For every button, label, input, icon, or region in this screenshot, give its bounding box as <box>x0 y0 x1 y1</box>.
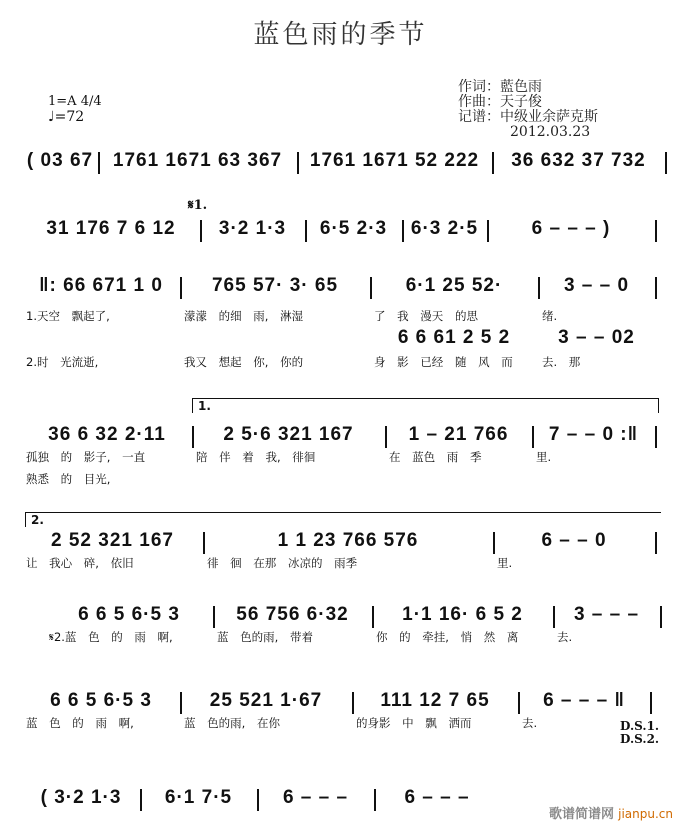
bar-line <box>665 152 667 174</box>
song-title: 蓝色雨的季节 <box>253 20 428 50</box>
lyric-line: 去. <box>522 716 538 730</box>
lyric-line: 徘 徊 在那 冰凉的 雨季 <box>207 556 358 570</box>
measure <box>385 424 532 466</box>
lyric-line: 蓝 色的雨, 在你 <box>184 716 280 730</box>
measure <box>22 424 192 488</box>
bar-line <box>655 426 657 448</box>
lyric-line: 陪 伴 着 我, 徘徊 <box>196 450 316 464</box>
measure <box>492 150 665 174</box>
lyric-line: 1.天空 飘起了, <box>26 309 110 323</box>
lyric-line: 2.时 光流逝, <box>26 355 99 369</box>
notes: 6 – – – <box>404 787 470 808</box>
measure <box>203 530 493 572</box>
measure <box>22 787 140 811</box>
lyricist: 作词：藍色雨 <box>458 79 542 95</box>
notes-verse-2: 6 6 61 2 5 2 <box>397 327 511 348</box>
lyric-line: 你 的 牵挂, 悄 然 离 <box>376 630 519 644</box>
notes: 1 – 21 766 <box>408 424 509 445</box>
ds2-label: D.S.2. <box>620 732 660 746</box>
measure <box>374 787 500 811</box>
measure <box>372 604 553 646</box>
notes: 6 6 5 6·5 3 <box>78 604 180 625</box>
watermark-en: jianpu.cn <box>618 807 673 821</box>
transcriber: 记谱：中级业余萨克斯 <box>458 109 598 125</box>
measure <box>370 275 538 371</box>
volta-1-label: 1. <box>198 399 211 413</box>
credits <box>458 80 598 140</box>
lyric-line: 𝄋2.蓝 色 的 雨 啊, <box>49 630 173 644</box>
bar-line <box>655 220 657 242</box>
lyric-line: 我又 想起 你, 你的 <box>184 355 304 369</box>
volta-2-label: 2. <box>31 513 44 527</box>
bar-line <box>660 606 662 628</box>
measure <box>518 690 650 732</box>
lyric-line: 里. <box>536 450 552 464</box>
notes: 56 756 6·32 <box>236 604 349 625</box>
notes: ( 03 67 <box>26 150 94 171</box>
notes: 1761 1671 52 222 <box>309 150 480 171</box>
measure <box>200 218 305 242</box>
measure <box>213 604 372 646</box>
notes: 36 632 37 732 <box>511 150 646 171</box>
notes: 2 5·6 321 167 <box>223 424 354 445</box>
measure <box>493 530 655 572</box>
measure <box>180 275 370 371</box>
notes: 1·1 16· 6 5 2 <box>402 604 523 625</box>
tempo: ♩=72 <box>48 109 85 125</box>
measure <box>487 218 655 242</box>
measure <box>180 690 352 732</box>
notes: 6 – – – ) <box>531 218 611 239</box>
notes: 6·5 2·3 <box>319 218 388 239</box>
measure <box>352 690 518 732</box>
notes: 1 1 23 766 576 <box>277 530 419 551</box>
measure <box>22 275 180 371</box>
lyric-line: 绪. <box>542 309 558 323</box>
measure <box>192 424 385 466</box>
key: 1=A <box>48 94 77 109</box>
bar-line <box>655 277 657 299</box>
lyric-line: 熟悉 的 目光, <box>26 472 111 486</box>
notes: ‖: 66 671 1 0 <box>39 275 163 296</box>
volta-1 <box>192 398 659 413</box>
bar-line <box>655 532 657 554</box>
measure <box>257 787 374 811</box>
volta-2 <box>25 512 661 527</box>
lyric-line: 蓝 色 的 雨 啊, <box>26 716 134 730</box>
lyric-line: 的身影 中 飘 洒而 <box>356 716 472 730</box>
composer: 作曲：天子俊 <box>458 94 542 110</box>
notes: 36 6 32 2·11 <box>48 424 166 445</box>
notes: 6 – – – <box>282 787 349 808</box>
measure <box>538 275 655 371</box>
notes: 6 – – 0 <box>541 530 607 551</box>
notes: 3 – – 0 <box>563 275 630 296</box>
notes: 111 12 7 65 <box>380 690 490 711</box>
measure <box>22 690 180 732</box>
segno-mark: 𝄋1. <box>188 198 208 213</box>
lyric-line: 让 我心 碎, 依旧 <box>26 556 134 570</box>
measure <box>305 218 402 242</box>
notes: 765 57· 3· 65 <box>211 275 339 296</box>
notes: 6 6 5 6·5 3 <box>50 690 152 711</box>
measure <box>45 604 213 646</box>
lyric-line: 在 蓝色 雨 季 <box>389 450 482 464</box>
notes: 6 – – – ‖ <box>543 690 625 711</box>
bar-line <box>650 692 652 714</box>
measure <box>402 218 487 242</box>
notes: 6·3 2·5 <box>410 218 479 239</box>
lyric-line: 蓝 色的雨, 带着 <box>217 630 313 644</box>
time-signature: 4/4 <box>80 94 102 109</box>
lyric-line: 了 我 漫天 的思 <box>374 309 478 323</box>
notes: 25 521 1·67 <box>209 690 323 711</box>
measure <box>22 218 200 242</box>
watermark-cn: 歌谱简谱网 <box>548 807 614 822</box>
key-signature <box>48 94 102 125</box>
lyric-line: 濛濛 的细 雨, 淋湿 <box>184 309 304 323</box>
notes: 3 – – – <box>573 604 640 625</box>
notes-verse-2: 3 – – 02 <box>558 327 635 348</box>
measure <box>98 150 297 174</box>
notes: 1761 1671 63 367 <box>112 150 283 171</box>
measure <box>297 150 492 174</box>
measure <box>22 150 98 174</box>
date: 2012.03.23 <box>510 124 591 140</box>
notes: 3·2 1·3 <box>218 218 287 239</box>
notes: 6·1 25 52· <box>405 275 503 296</box>
measure <box>140 787 257 811</box>
lyric-line: 去. <box>557 630 573 644</box>
watermark <box>549 803 673 822</box>
notes: 2 52 321 167 <box>51 530 174 551</box>
lyric-line: 孤独 的 影子, 一直 <box>26 450 146 464</box>
lyric-line: 身 影 已经 随 风 而 <box>374 355 513 369</box>
notes: 31 176 7 6 12 <box>46 218 176 239</box>
notes: 6·1 7·5 <box>164 787 233 808</box>
notes: 7 – – 0 :‖ <box>548 424 639 445</box>
lyric-line: 去. 那 <box>542 355 581 369</box>
measure <box>532 424 655 466</box>
lyric-line: 里. <box>497 556 513 570</box>
measure <box>22 530 203 572</box>
ds1-label: D.S.1. <box>620 719 660 733</box>
measure <box>553 604 660 646</box>
notes: ( 3·2 1·3 <box>40 787 122 808</box>
